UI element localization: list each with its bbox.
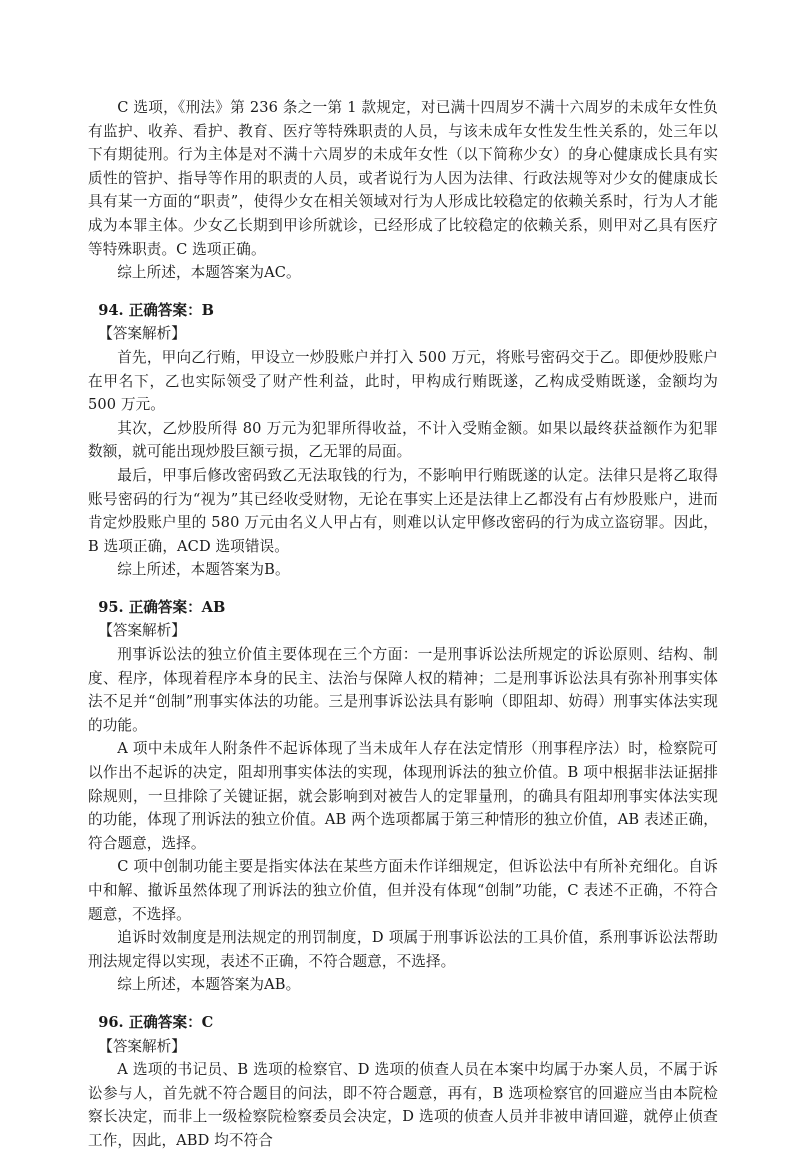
- paragraph-94-last: 最后，甲事后修改密码致乙无法取钱的行为，不影响甲行贿既遂的认定。法律只是将乙取得账号密码的行为“视为”其已经收受财物，无论在事实上还是法律上乙都没有占有炒股账户，进而肯定炒股账户里的 580 万元由名义人甲占有，则难以认定甲修改密码的行为成立盗窃罪。因此，B 选项正确，ACD 选项错误。: [88, 466, 718, 555]
- paragraph-95-option-d: 追诉时效制度是刑法规定的刑罚制度，D 项属于刑事诉讼法的工具价值，系刑事诉讼法帮助刑法规定得以实现，表述不正确，不符合题意，不选择。: [88, 929, 718, 970]
- answer-heading-94: 94. 正确答案：B: [98, 301, 214, 319]
- paragraph-option-c-analysis: C 选项，《刑法》第 236 条之一第 1 款规定，对已满十四周岁不满十六周岁的未成年女性负有监护、收养、看护、教育、医疗等特殊职责的人员，与该未成年女性发生性关系的，处三年以下有期徒刑。行为主体是对不满十六周岁的未成年女性（以下简称少女）的身心健康成长具有实质性的管护、指导等作用的职责的人员，或者说行为人因为法律、行政法规等对少女的健康成长具有某一方面的“职责”，使得少女在相关领域对行为人形成比较稳定的依赖关系时，行为人才能成为本罪主体。少女乙长期到甲诊所就诊，已经形成了比较稳定的依赖关系，则甲对乙具有医疗等特殊职责。C 选项正确。: [88, 99, 718, 258]
- paragraph-summary-94: 综上所述，本题答案为B。: [117, 561, 290, 579]
- analysis-tag-96: 【答案解析】: [98, 1037, 186, 1055]
- analysis-tag-94: 【答案解析】: [98, 325, 186, 343]
- paragraph-95-intro: 刑事诉讼法的独立价值主要体现在三个方面：一是刑事诉讼法所规定的诉讼原则、结构、制度、程序，体现着程序本身的民主、法治与保障人权的精神；二是刑事诉讼法具有弥补刑事实体法不足并“创制”刑事实体法的功能。三是刑事诉讼法具有影响（即阻却、妨碍）刑事实体法实现的功能。: [88, 646, 718, 734]
- document-page: [88, 96, 718, 1153]
- paragraph-summary-93: 综上所述，本题答案为AC。: [117, 264, 301, 282]
- paragraph-94-first: 首先，甲向乙行贿，甲设立一炒股账户并打入 500 万元，将账号密码交于乙。即便炒股账户在甲名下，乙也实际领受了财产性利益，此时，甲构成行贿既遂，乙构成受贿既遂，金额均为 500 万元。: [88, 348, 718, 414]
- paragraph-95-option-ab: A 项中未成年人附条件不起诉体现了当未成年人存在法定情形（刑事程序法）时，检察院可以作出不起诉的决定，阻却刑事实体法的实现，体现刑诉法的独立价值。B 项中根据非法证据排除规则，一旦排除了关键证据，就会影响到对被告人的定罪量刑，的确具有阻却刑事实体法实现的功能，体现了刑诉法的独立价值。AB 两个选项都属于第三种情形的独立价值，AB 表述正确，符合题意，选择。: [88, 740, 719, 852]
- paragraph-94-second: 其次，乙炒股所得 80 万元为犯罪所得收益，不计入受贿金额。如果以最终获益额作为犯罪数额，就可能出现炒股巨额亏损，乙无罪的局面。: [88, 419, 718, 461]
- analysis-tag-95: 【答案解析】: [98, 622, 186, 640]
- paragraph-summary-95: 综上所述，本题答案为AB。: [117, 976, 301, 994]
- answer-heading-95: 95. 正确答案：AB: [98, 598, 226, 616]
- paragraph-96-analysis: A 选项的书记员、B 选项的检察官、D 选项的侦查人员在本案中均属于办案人员，不属于诉讼参与人，首先就不符合题目的问法，即不符合题意，再有，B 选项检察官的回避应当由本院检察长决定，而非上一级检察院检察委员会决定，D 选项的侦查人员并非被申请回避，就停止侦查工作，因此，ABD 均不符合: [88, 1061, 718, 1149]
- paragraph-95-option-c: C 项中创制功能主要是指实体法在某些方面未作详细规定，但诉讼法中有所补充细化。自诉中和解、撤诉虽然体现了刑诉法的独立价值，但并没有体现“创制”功能，C 表述不正确，不符合题意，不选择。: [88, 858, 718, 923]
- answer-heading-96: 96. 正确答案：C: [98, 1013, 214, 1031]
